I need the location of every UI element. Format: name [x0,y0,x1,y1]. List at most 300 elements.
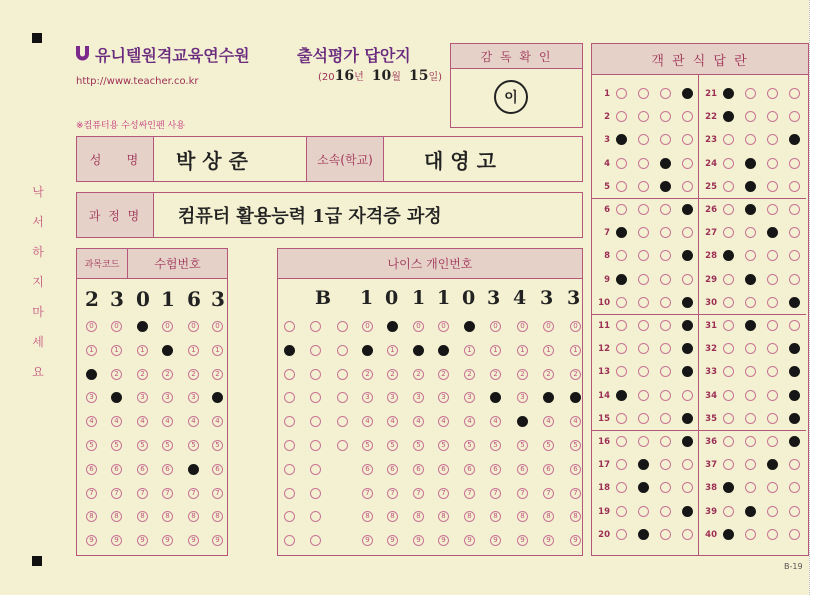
question-number: 5 [604,181,610,192]
neis-written-char: 4 [513,287,527,309]
affiliation-value: 대 영 고 [424,149,496,173]
neis-digit-bubble[interactable]: 0 [413,321,424,332]
neis-digit-bubble[interactable]: 0 [517,321,528,332]
exam-bubble[interactable]: 0 [86,321,97,332]
neis-digit-bubble[interactable]: 5 [464,440,475,451]
answer-bubble[interactable] [789,436,800,447]
exam-bubble[interactable]: 7 [137,488,148,499]
neis-letter-bubble[interactable] [284,345,295,356]
date-open: ( [318,72,322,83]
answer-bubble[interactable] [682,158,693,169]
neis-digit-bubble[interactable]: 9 [362,535,373,546]
neis-digit-bubble[interactable] [387,321,398,332]
answer-bubble[interactable] [638,436,649,447]
neis-digit-bubble[interactable]: 8 [517,511,528,522]
answer-bubble[interactable] [638,529,649,540]
answer-bubble[interactable] [616,158,627,169]
exam-bubble[interactable]: 2 [162,369,173,380]
neis-digit-bubble[interactable]: 0 [362,321,373,332]
answer-bubble[interactable] [789,390,800,401]
neis-digit-bubble[interactable]: 8 [490,511,501,522]
question-number: 11 [598,321,610,331]
exam-bubble[interactable] [162,345,173,356]
answer-bubble[interactable] [723,320,734,331]
neis-letter-bubble[interactable] [284,488,295,499]
neis-digit-bubble[interactable]: 4 [362,416,373,427]
exam-bubble[interactable]: 1 [86,345,97,356]
neis-digit-bubble[interactable]: 5 [517,440,528,451]
question-number: 19 [598,506,610,517]
exam-bubble[interactable]: 7 [188,488,199,499]
neis-digit-bubble[interactable]: 5 [362,440,373,451]
answer-bubble[interactable] [616,390,627,401]
exam-bubble[interactable]: 9 [137,535,148,546]
answers-group-divider [698,314,806,315]
exam-bubble[interactable]: 6 [162,464,173,475]
exam-bubble[interactable]: 8 [111,511,122,522]
answer-bubble[interactable] [682,413,693,424]
answer-bubble[interactable] [660,88,671,99]
exam-bubble[interactable]: 8 [162,511,173,522]
answer-bubble[interactable] [723,274,734,285]
exam-bubble[interactable]: 8 [137,511,148,522]
neis-letter-bubble[interactable] [310,369,321,380]
question-number: 28 [705,251,717,262]
answer-bubble[interactable] [789,297,800,308]
exam-bubble[interactable]: 4 [188,416,199,427]
answer-bubble[interactable] [723,506,734,517]
answer-bubble[interactable] [660,158,671,169]
question-number: 36 [705,437,717,447]
answer-bubble[interactable] [660,274,671,285]
neis-digit-bubble[interactable]: 2 [438,369,449,380]
exam-bubble[interactable]: 4 [137,416,148,427]
exam-bubble[interactable]: 9 [86,535,97,546]
exam-bubble[interactable]: 5 [86,440,97,451]
answer-bubble[interactable] [745,274,756,285]
neis-letter-bubble[interactable] [310,321,321,332]
neis-digit-bubble[interactable]: 7 [517,488,528,499]
neis-written-char: 1 [437,287,451,309]
answer-bubble[interactable] [745,506,756,517]
answer-bubble[interactable] [682,390,693,401]
neis-letter-bubble[interactable] [310,345,321,356]
answer-bubble[interactable] [682,436,693,447]
exam-bubble[interactable]: 0 [188,321,199,332]
exam-bubble[interactable]: 2 [111,369,122,380]
exam-bubble[interactable]: 2 [188,369,199,380]
question-number: 32 [705,344,717,355]
neis-digit-bubble[interactable]: 6 [438,464,449,475]
question-number: 3 [604,135,610,146]
answer-bubble[interactable] [745,204,756,215]
answer-bubble[interactable] [682,529,693,540]
answer-bubble[interactable] [682,297,693,308]
neis-digit-bubble[interactable]: 1 [490,345,501,356]
neis-digit-bubble[interactable]: 2 [413,369,424,380]
neis-digit-bubble[interactable]: 7 [490,488,501,499]
neis-written-char: 3 [540,287,554,309]
answer-bubble[interactable] [638,320,649,331]
answer-bubble[interactable] [767,390,778,401]
exam-bubble[interactable]: 9 [188,535,199,546]
neis-digit-bubble[interactable]: 2 [387,369,398,380]
neis-digit-bubble[interactable]: 5 [570,440,581,451]
exam-bubble[interactable]: 4 [111,416,122,427]
side-notice-char: 요 [32,365,44,379]
exam-bubble[interactable]: 2 [137,369,148,380]
answer-bubble[interactable] [616,529,627,540]
exam-bubble[interactable]: 0 [212,321,223,332]
neis-digit-bubble[interactable]: 2 [543,369,554,380]
neis-digit-bubble[interactable]: 4 [387,416,398,427]
neis-digit-bubble[interactable]: 2 [570,369,581,380]
answer-bubble[interactable] [745,297,756,308]
exam-bubble[interactable]: 4 [212,416,223,427]
exam-bubble[interactable]: 6 [212,464,223,475]
neis-digit-bubble[interactable]: 5 [490,440,501,451]
answer-bubble[interactable] [616,413,627,424]
neis-digit-bubble[interactable]: 2 [517,369,528,380]
answer-bubble[interactable] [789,204,800,215]
answer-bubble[interactable] [767,297,778,308]
neis-digit-bubble[interactable]: 9 [464,535,475,546]
answer-bubble[interactable] [789,181,800,192]
exam-bubble[interactable]: 8 [188,511,199,522]
neis-letter-bubble[interactable] [284,440,295,451]
answer-bubble[interactable] [616,506,627,517]
answer-bubble[interactable] [682,88,693,99]
answer-bubble[interactable] [616,204,627,215]
neis-letter-bubble[interactable] [284,321,295,332]
exam-bubble[interactable]: 4 [86,416,97,427]
neis-digit-bubble[interactable]: 9 [570,535,581,546]
question-number: 38 [705,483,717,494]
neis-digit-bubble[interactable]: 4 [413,416,424,427]
neis-digit-bubble[interactable]: 9 [517,535,528,546]
answer-bubble[interactable] [723,413,734,424]
answer-bubble[interactable] [789,529,800,540]
answer-bubble[interactable] [745,88,756,99]
answer-bubble[interactable] [682,204,693,215]
neis-digit-bubble[interactable]: 5 [387,440,398,451]
neis-digit-bubble[interactable]: 0 [490,321,501,332]
neis-digit-bubble[interactable]: 4 [438,416,449,427]
exam-bubble[interactable]: 3 [188,392,199,403]
supervisor-stamp-text: 이 [504,90,518,106]
date-year-unit: 년 [354,72,364,83]
exam-bubble[interactable]: 5 [212,440,223,451]
neis-digit-bubble[interactable]: 1 [517,345,528,356]
exam-bubble[interactable]: 0 [111,321,122,332]
answer-bubble[interactable] [767,274,778,285]
answer-bubble[interactable] [638,181,649,192]
neis-digit-bubble[interactable]: 6 [387,464,398,475]
neis-digit-bubble[interactable]: 6 [464,464,475,475]
neis-digit-bubble[interactable] [438,345,449,356]
neis-digit-bubble[interactable] [413,345,424,356]
exam-bubble[interactable]: 7 [212,488,223,499]
answer-bubble[interactable] [638,297,649,308]
neis-digit-bubble[interactable]: 1 [570,345,581,356]
answer-bubble[interactable] [682,181,693,192]
exam-bubble[interactable]: 3 [162,392,173,403]
exam-bubble[interactable]: 5 [137,440,148,451]
answer-bubble[interactable] [660,529,671,540]
exam-bubble[interactable]: 7 [162,488,173,499]
answer-bubble[interactable] [682,320,693,331]
answer-bubble[interactable] [723,204,734,215]
neis-digit-bubble[interactable]: 0 [543,321,554,332]
answer-bubble[interactable] [660,506,671,517]
exam-bubble[interactable]: 9 [212,535,223,546]
neis-digit-bubble[interactable] [362,345,373,356]
neis-digit-bubble[interactable]: 8 [413,511,424,522]
neis-digit-bubble[interactable]: 7 [543,488,554,499]
exam-bubble[interactable] [137,321,148,332]
neis-letter-bubble[interactable] [337,369,348,380]
exam-bubble[interactable]: 6 [137,464,148,475]
question-number: 25 [705,181,717,192]
answer-bubble[interactable] [616,274,627,285]
neis-digit-bubble[interactable]: 2 [464,369,475,380]
neis-digit-bubble[interactable]: 0 [570,321,581,332]
answer-bubble[interactable] [767,88,778,99]
exam-bubble[interactable]: 4 [162,416,173,427]
neis-digit-bubble[interactable]: 9 [387,535,398,546]
neis-digit-bubble[interactable]: 3 [438,392,449,403]
answer-bubble[interactable] [638,204,649,215]
question-number: 9 [604,274,610,285]
neis-digit-bubble[interactable]: 5 [413,440,424,451]
neis-digit-bubble[interactable]: 3 [362,392,373,403]
answer-bubble[interactable] [767,158,778,169]
supervisor-header: 감 독 확 인 [450,43,583,69]
neis-digit-bubble[interactable]: 7 [438,488,449,499]
exam-bubble[interactable]: 2 [212,369,223,380]
answer-bubble[interactable] [660,297,671,308]
exam-bubble[interactable]: 1 [212,345,223,356]
exam-bubble[interactable]: 5 [111,440,122,451]
exam-written-digit: 6 [187,287,201,311]
exam-bubble[interactable]: 6 [111,464,122,475]
answer-bubble[interactable] [745,390,756,401]
neis-digit-bubble[interactable]: 7 [464,488,475,499]
question-number: 17 [598,460,610,471]
neis-digit-bubble[interactable]: 4 [464,416,475,427]
neis-letter-bubble[interactable] [310,440,321,451]
question-number: 30 [705,297,717,308]
neis-letter-bubble[interactable] [337,440,348,451]
neis-digit-bubble[interactable]: 2 [490,369,501,380]
answer-bubble[interactable] [660,204,671,215]
answer-bubble[interactable] [767,413,778,424]
answer-bubble[interactable] [638,274,649,285]
question-number: 18 [598,483,610,494]
exam-bubble[interactable] [188,464,199,475]
answer-bubble[interactable] [660,413,671,424]
question-number: 34 [705,390,717,401]
answer-bubble[interactable] [660,436,671,447]
exam-bubble[interactable]: 5 [162,440,173,451]
answer-bubble[interactable] [660,181,671,192]
neis-letter-bubble[interactable] [284,369,295,380]
neis-letter-bubble[interactable] [310,488,321,499]
exam-bubble[interactable]: 8 [212,511,223,522]
neis-digit-bubble[interactable]: 4 [490,416,501,427]
answers-group-divider [591,198,699,199]
exam-bubble[interactable]: 3 [86,392,97,403]
answer-bubble[interactable] [723,181,734,192]
neis-digit-bubble[interactable]: 7 [413,488,424,499]
exam-bubble[interactable] [86,369,97,380]
website-url: http://www.teacher.co.kr [76,76,199,87]
neis-digit-bubble[interactable]: 0 [438,321,449,332]
answer-bubble[interactable] [767,506,778,517]
answer-bubble[interactable] [638,506,649,517]
answer-bubble[interactable] [723,529,734,540]
answer-bubble[interactable] [616,320,627,331]
answer-bubble[interactable] [660,320,671,331]
question-number: 37 [705,460,717,471]
answer-bubble[interactable] [767,436,778,447]
neis-digit-bubble[interactable]: 6 [413,464,424,475]
neis-digit-bubble[interactable]: 6 [570,464,581,475]
neis-digit-bubble[interactable]: 7 [362,488,373,499]
neis-digit-bubble[interactable]: 8 [570,511,581,522]
answer-bubble[interactable] [745,413,756,424]
neis-digit-bubble[interactable]: 1 [464,345,475,356]
exam-bubble[interactable]: 1 [188,345,199,356]
side-notice-char: 마 [32,305,44,319]
name-label: 성 명 [76,136,154,182]
neis-digit-bubble[interactable]: 3 [464,392,475,403]
question-number: 15 [598,413,610,424]
neis-digit-bubble[interactable]: 3 [517,392,528,403]
question-number: 39 [705,506,717,517]
answer-bubble[interactable] [789,320,800,331]
answer-bubble[interactable] [638,390,649,401]
neis-digit-bubble[interactable]: 1 [543,345,554,356]
answer-bubble[interactable] [638,88,649,99]
date-month-hand: 10 [371,68,392,84]
answer-bubble[interactable] [616,297,627,308]
question-number: 12 [598,344,610,355]
answer-bubble[interactable] [767,529,778,540]
answers-group-divider [698,430,806,431]
exam-bubble[interactable]: 9 [162,535,173,546]
answer-bubble[interactable] [789,413,800,424]
neis-written-char: 1 [412,287,426,309]
answer-bubble[interactable] [723,88,734,99]
answer-bubble[interactable] [616,181,627,192]
neis-digit-bubble[interactable]: 6 [543,464,554,475]
answer-bubble[interactable] [745,529,756,540]
answer-bubble[interactable] [723,436,734,447]
answer-bubble[interactable] [682,506,693,517]
neis-digit-bubble[interactable]: 3 [387,392,398,403]
answer-bubble[interactable] [789,274,800,285]
side-notice-char: 지 [32,275,44,289]
date-day-unit: 일) [428,72,442,83]
neis-digit-bubble[interactable]: 8 [464,511,475,522]
exam-bubble[interactable]: 5 [188,440,199,451]
neis-letter-bubble[interactable] [337,321,348,332]
answer-bubble[interactable] [723,297,734,308]
neis-digit-bubble[interactable]: 9 [413,535,424,546]
neis-digit-bubble[interactable]: 5 [543,440,554,451]
answer-bubble[interactable] [745,320,756,331]
answer-bubble[interactable] [616,88,627,99]
neis-digit-bubble[interactable]: 9 [543,535,554,546]
answer-bubble[interactable] [767,181,778,192]
answer-bubble[interactable] [789,506,800,517]
answer-bubble[interactable] [767,320,778,331]
question-number: 27 [705,228,717,239]
exam-bubble[interactable]: 1 [137,345,148,356]
answer-bubble[interactable] [789,158,800,169]
neis-letter-bubble[interactable] [310,464,321,475]
neis-digit-bubble[interactable]: 6 [362,464,373,475]
neis-digit-bubble[interactable]: 8 [362,511,373,522]
question-number: 35 [705,413,717,424]
neis-digit-bubble[interactable]: 3 [413,392,424,403]
neis-digit-bubble[interactable]: 8 [543,511,554,522]
answer-bubble[interactable] [745,158,756,169]
neis-digit-bubble[interactable]: 9 [490,535,501,546]
exam-bubble[interactable]: 7 [111,488,122,499]
exam-bubble[interactable]: 1 [111,345,122,356]
answer-bubble[interactable] [723,158,734,169]
neis-digit-bubble[interactable]: 4 [543,416,554,427]
exam-bubble[interactable]: 3 [137,392,148,403]
neis-digit-bubble[interactable]: 6 [490,464,501,475]
exam-bubble[interactable]: 6 [86,464,97,475]
neis-digit-bubble[interactable]: 9 [438,535,449,546]
neis-digit-bubble[interactable]: 7 [387,488,398,499]
neis-letter-bubble[interactable] [284,464,295,475]
neis-digit-bubble[interactable]: 8 [438,511,449,522]
question-number: 13 [598,367,610,378]
neis-digit-bubble[interactable]: 6 [517,464,528,475]
exam-bubble[interactable]: 7 [86,488,97,499]
answer-bubble[interactable] [745,181,756,192]
exam-bubble[interactable]: 8 [86,511,97,522]
answer-bubble[interactable] [616,436,627,447]
neis-digit-bubble[interactable]: 4 [570,416,581,427]
neis-digit-bubble[interactable]: 7 [570,488,581,499]
answer-bubble[interactable] [638,158,649,169]
neis-digit-bubble[interactable]: 5 [438,440,449,451]
exam-bubble[interactable]: 0 [162,321,173,332]
question-number: 40 [705,529,717,540]
neis-digit-bubble[interactable]: 2 [362,369,373,380]
answer-bubble[interactable] [660,390,671,401]
exam-bubble[interactable]: 9 [111,535,122,546]
answer-bubble[interactable] [723,390,734,401]
neis-written-char: 3 [487,287,501,309]
answer-bubble[interactable] [638,413,649,424]
neis-digit-bubble[interactable]: 8 [387,511,398,522]
answer-bubble[interactable] [682,274,693,285]
answer-bubble[interactable] [745,436,756,447]
exam-written-digit: 3 [211,287,225,311]
neis-letter-bubble[interactable] [337,345,348,356]
neis-digit-bubble[interactable] [464,321,475,332]
answer-bubble[interactable] [767,204,778,215]
answer-bubble[interactable] [789,88,800,99]
neis-digit-bubble[interactable]: 1 [387,345,398,356]
